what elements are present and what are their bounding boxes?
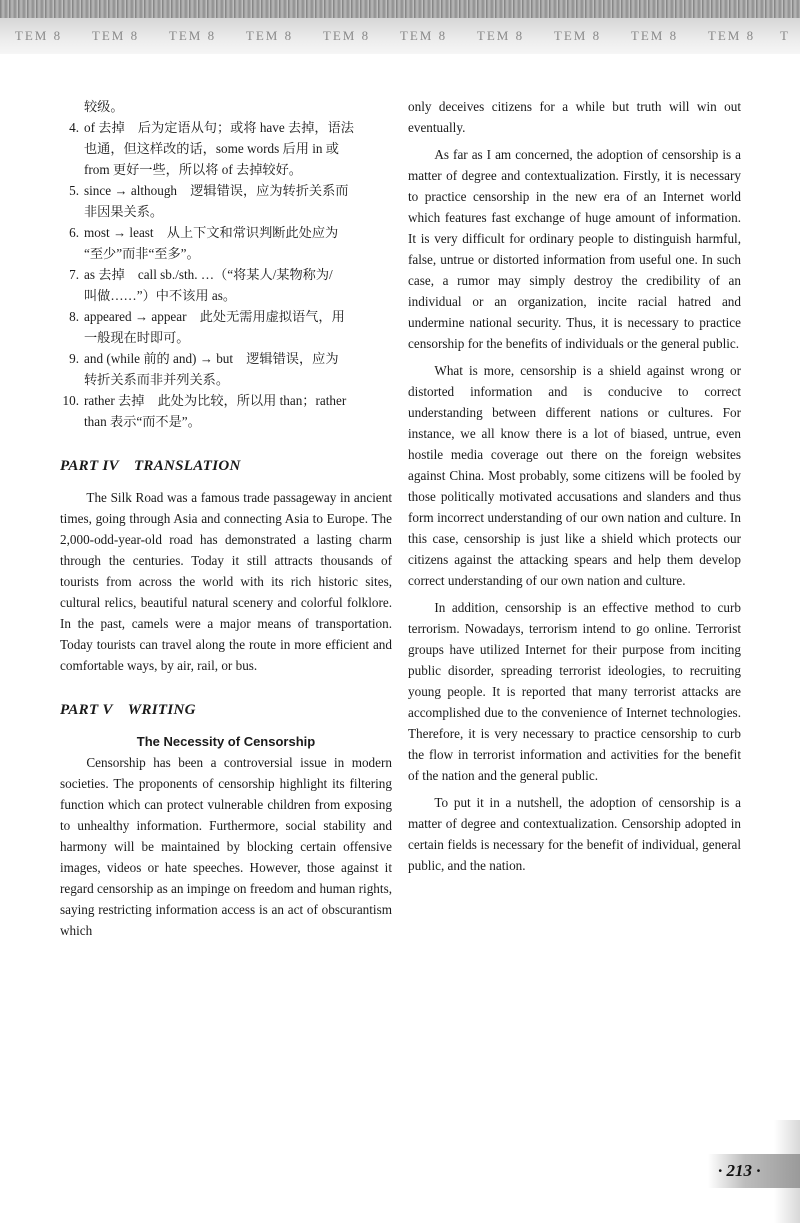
note-item	[60, 264, 392, 306]
header-label: T	[780, 28, 790, 43]
note-number: 4.	[69, 120, 79, 135]
note-line: as 去掉 call sb./sth. …（“将某人/某物称为/	[84, 267, 333, 282]
note-line: than 表示“而不是”。	[84, 414, 201, 429]
essay-paragraph: What is more, censorship is a shield against wrong or distorted information and is conducive to correct understanding between different nations or cultures. For instance, we all know there is a lot of biased, untrue, even hostile media coverage out there on the foreign websites against China. Most probably, some citizens will be fooled by those politically motivated accusations and slanders and thus form incorrect understanding of our own nation and culture. In this case, censorship is just like a shield which protects our citizens against the attacking spears and help them develop correct understanding of our own nation and culture.	[408, 363, 741, 588]
note-line: since → although 逻辑错误，应为转折关系而	[84, 183, 349, 198]
header-label: TEM 8	[553, 28, 602, 43]
note-line: rather 去掉 此处为比较，所以用 than；rather	[84, 393, 347, 408]
essay-paragraph: Censorship has been a controversial issue in modern societies. The proponents of censorship highlight its filtering function which can protect vulnerable children from exposing to unhealthy information. Furthermore, social stability and harmony will be maintained by blocking certain offensive images, videos or hate speeches. However, those against it regard censorship as an impinge on freedom and human rights, saying restricting information access is an act of obscurantism which	[60, 755, 392, 938]
header-label: TEM 8	[245, 28, 294, 43]
note-item	[60, 222, 392, 264]
essay-paragraph: To put it in a nutshell, the adoption of censorship is a matter of degree and contextualization. Censorship adopted in certain fields is necessary for the benefit of individual, general public, and the nation.	[408, 795, 741, 873]
note-item	[60, 117, 392, 180]
header-texture-band	[0, 0, 800, 18]
note-line: 非因果关系。	[84, 204, 164, 219]
note-continuation: 较级。	[84, 99, 124, 114]
note-line: from 更好一些，所以将 of 去掉较好。	[84, 162, 302, 177]
note-line: appeared → appear 此处无需用虚拟语气，用	[84, 309, 345, 324]
note-line: and (while 前的 and) → but 逻辑错误，应为	[84, 351, 339, 366]
note-number: 7.	[69, 267, 79, 282]
note-item	[60, 348, 392, 390]
right-column	[408, 96, 741, 876]
header-label: TEM 8	[322, 28, 371, 43]
header-label: TEM 8	[399, 28, 448, 43]
note-line: “至少”而非“至多”。	[84, 246, 200, 261]
page-number-tab	[708, 1154, 800, 1188]
note-line: most → least 从上下文和常识判断此处应为	[84, 225, 339, 240]
note-line: 转折关系而非并列关系。	[84, 372, 230, 387]
note-number: 5.	[69, 183, 79, 198]
running-header	[0, 18, 800, 54]
essay-paragraph: As far as I am concerned, the adoption of censorship is a matter of degree and contextualization. Firstly, it is necessary to practice censorship in the new era of an Internet world which features fast exchange of huge amount of information. It is very difficult for ordinary people to distinguish harmful, false, untrue or distorted information from useful one. In such case, a rumor may simply destroy the credibility of an individual or an organization, incite racial hatred and undermine national security. Thus, it is necessary to practice censorship for the benefits of individuals or the general public.	[408, 147, 741, 351]
page-number: · 213 ·	[718, 1161, 761, 1180]
note-item	[60, 390, 392, 432]
note-item	[60, 306, 392, 348]
essay-title: The Necessity of Censorship	[136, 734, 316, 749]
note-number: 8.	[69, 309, 79, 324]
note-number: 6.	[69, 225, 79, 240]
section-heading-writing: PART V WRITING	[60, 702, 196, 718]
header-label: TEM 8	[707, 28, 756, 43]
header-label: TEM 8	[630, 28, 679, 43]
note-item	[60, 180, 392, 222]
header-label: TEM 8	[476, 28, 525, 43]
note-number: 10.	[62, 393, 79, 408]
note-line: 也通，但这样改的话，some words 后用 in 或	[84, 141, 339, 156]
note-number: 9.	[69, 351, 79, 366]
note-line: 叫做……”）中不该用 as。	[84, 288, 237, 303]
translation-paragraph: The Silk Road was a famous trade passageway in ancient times, going through Asia and connecting Asia to Europe. The 2,000-odd-year-old road has demonstrated a lasting charm through the centuries. Today it still attracts thousands of tourists from across the world with its rich historic sites, cultural relics, beautiful natural scenery and colorful folklore. In the past, camels were a major means of transportation. Today tourists can travel along the route in more efficient and comfortable ways, by air, rail, or bus.	[60, 490, 392, 673]
header-label: TEM 8	[168, 28, 217, 43]
left-column	[60, 96, 392, 941]
note-line: 一般现在时即可。	[84, 330, 190, 345]
essay-paragraph: In addition, censorship is an effective method to curb terrorism. Nowadays, terrorism intend to go online. Terrorist groups have utilized Internet for their purpose from inciting public disorder, spreading terrorist ideologies, to recruiting young people. It is reported that many terrorist attacks are accomplished due to the convenience of Internet technologies. Therefore, it is very necessary to practice censorship to curb the flow in terrorist information and activities for the benefit of the nation and the general public.	[408, 600, 741, 783]
section-heading-translation: PART IV TRANSLATION	[60, 458, 241, 474]
header-label: TEM 8	[91, 28, 140, 43]
note-line: of 去掉 后为定语从句；或将 have 去掉，语法	[84, 120, 354, 135]
essay-paragraph-continued: only deceives citizens for a while but truth will win out eventually.	[408, 99, 741, 135]
header-label: TEM 8	[14, 28, 63, 43]
